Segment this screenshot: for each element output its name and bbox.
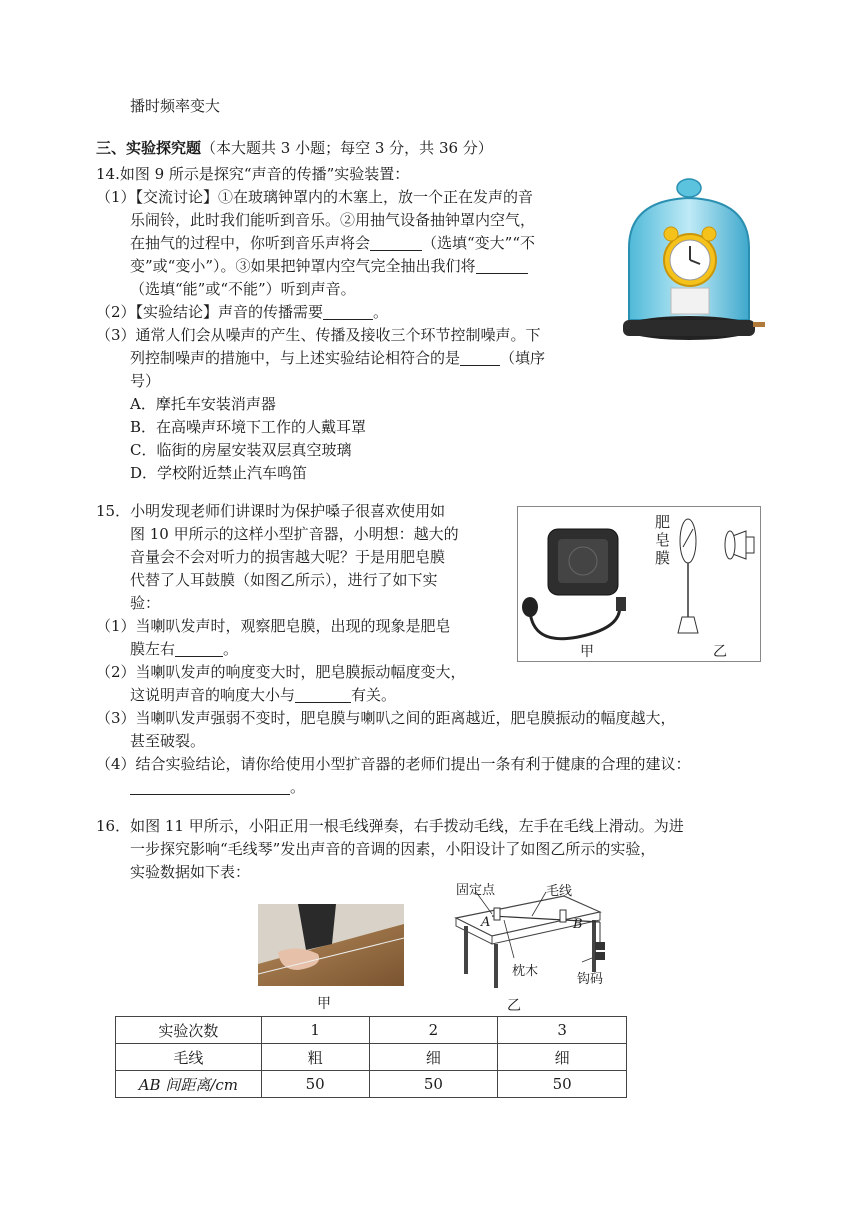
q14-p3-line2 (130, 347, 545, 369)
experiment-data-table (115, 1016, 627, 1098)
fig11-caption-yi: 乙 (507, 998, 521, 1014)
q15-p4-line2 (130, 776, 305, 798)
previous-answer-text: 播时频率变大 (130, 97, 221, 115)
option-d: D．学校附近禁止汽车鸣笛 (130, 464, 308, 482)
q14-p3-line1: （3）通常人们会从噪声的产生、传播及接收三个环节控制噪声。下 (96, 326, 541, 344)
q14-p1-line2: 乐闹铃，此时我们能听到音乐。②用抽气设备抽钟罩内空气， (130, 211, 536, 229)
answer-blank-14-2[interactable] (476, 257, 528, 274)
hook-weight-icon (595, 942, 605, 950)
section-heading (96, 137, 493, 159)
answer-blank-14-4[interactable] (460, 349, 500, 366)
q14-intro: 14.如图 9 所示是探究“声音的传播”实验装置： (96, 165, 410, 183)
q15-p2-line1: （2）当喇叭发声的响度变大时，肥皂膜振动幅度变大， (96, 663, 466, 681)
pillow-block-a (494, 908, 500, 920)
section-title: 三、实验探究题 (96, 139, 202, 157)
q14-p1-line1: （1）【交流讨论】①在玻璃钟罩内的木塞上，放一个正在发声的音 (96, 188, 534, 206)
q15-p2-line2-b: 有关。 (351, 686, 397, 704)
table-cell: 细 (369, 1044, 498, 1071)
q16-line1: 16．如图 11 甲所示，小阳正用一根毛线弹奏，右手拨动毛线，左手在毛线上滑动。为进 (96, 817, 684, 835)
table-cell: 50 (261, 1071, 369, 1098)
q14-p3-line2-b: （填序 (500, 349, 546, 367)
q15-p1-line1: （1）当喇叭发声时，观察肥皂膜，出现的现象是肥皂 (96, 617, 451, 635)
table-row (116, 1017, 627, 1044)
label-b: B (573, 917, 583, 932)
soap-film-icon (680, 519, 696, 563)
q14-p2 (96, 301, 388, 323)
table-cell: 50 (498, 1071, 627, 1098)
label-a: A (481, 915, 491, 930)
option-b: B．在高噪声环境下工作的人戴耳罩 (130, 418, 367, 436)
answer-blank-15-1[interactable] (175, 640, 223, 657)
table-cell: 3 (498, 1017, 627, 1044)
q14-p1-line5: （选填“能”或“不能”）听到声音。 (130, 280, 356, 298)
q15-p3-line2: 甚至破裂。 (130, 732, 206, 750)
microphone-icon (522, 597, 538, 617)
q14-p1-line4 (130, 255, 528, 277)
table-cell: 毛线 (116, 1044, 262, 1071)
q14-p2-a: （2）【实验结论】声音的传播需要 (96, 303, 324, 321)
q15-p1-line2-a: 膜左右 (130, 640, 176, 658)
q14-p1-line3-a: 在抽气的过程中，你听到音乐声将会 (130, 234, 371, 252)
bell-jar-figure (615, 168, 767, 354)
q15-line3: 音量会不会对听力的损害越大呢？于是用肥皂膜 (130, 548, 446, 566)
q15-p4-line2-b: 。 (290, 778, 306, 796)
fig10-caption-jia: 甲 (580, 644, 594, 660)
table-cell: 细 (498, 1044, 627, 1071)
q14-p1-line3 (130, 232, 535, 254)
q15-p1-line2 (130, 638, 238, 660)
yarn-playing-photo (258, 904, 404, 986)
headset-wire (530, 599, 620, 639)
label-pillow: 枕木 (512, 964, 539, 979)
q15-line5: 验： (130, 594, 161, 612)
q14-p3-line3: 号） (130, 372, 161, 390)
q15-line4: 代替了人耳鼓膜（如图乙所示），进行了如下实 (130, 571, 438, 589)
table-row (116, 1044, 627, 1071)
q15-p2-line2 (130, 684, 396, 706)
table-cell: AB 间距离/cm (116, 1071, 262, 1098)
answer-blank-15-3[interactable] (130, 778, 290, 795)
q14-p2-b: 。 (373, 303, 389, 321)
label-weight: 钩码 (577, 972, 604, 987)
q15-p4-line1: （4）结合实验结论，请你给使用小型扩音器的老师们提出一条有利于健康的合理的建议： (96, 755, 691, 773)
table-cell: 实验次数 (116, 1017, 262, 1044)
fig11-caption-jia: 甲 (317, 996, 331, 1012)
q15-line2: 图 10 甲所示的这样小型扩音器，小明想：越大的 (130, 525, 459, 543)
answer-blank-14-3[interactable] (323, 303, 373, 320)
pillow-block-b (560, 910, 566, 922)
jar-knob (677, 179, 701, 197)
label-yarn: 毛线 (546, 884, 573, 899)
valve-icon (753, 322, 765, 327)
fig10-caption-yi: 乙 (713, 644, 727, 660)
amplifier-grille (558, 539, 608, 583)
q15-p1-line2-b: 。 (223, 640, 239, 658)
q15-p2-line2-a: 这说明声音的响度大小与 (130, 686, 296, 704)
section-note: （本大题共 3 小题；每空 3 分，共 36 分） (201, 139, 493, 157)
soap-film-label: 肥皂膜 (655, 513, 671, 567)
q14-p1-line3-b: （选填“变大”“不 (422, 234, 536, 252)
option-c: C．临街的房屋安装双层真空玻璃 (130, 441, 352, 459)
q14-p3-line2-a: 列控制噪声的措施中，与上述实验结论相符合的是 (130, 349, 461, 367)
speaker-and-soap-figure (518, 507, 758, 659)
table-cell: 2 (369, 1017, 498, 1044)
table-row (116, 1071, 627, 1098)
table-cell: 1 (261, 1017, 369, 1044)
answer-blank-14-1[interactable] (370, 234, 422, 251)
q16-line3: 实验数据如下表： (130, 863, 251, 881)
q16-line2: 一步探究影响“毛线琴”发出声音的音调的因素，小阳设计了如图乙所示的实验， (130, 840, 656, 858)
q15-line1: 15．小明发现老师们讲课时为保护嗓子很喜欢使用如 (96, 502, 446, 520)
q15-p3-line1: （3）当喇叭发声强弱不变时，肥皂膜与喇叭之间的距离越近，肥皂膜振动的幅度越大， (96, 709, 676, 727)
option-a: A．摩托车安装消声器 (130, 395, 276, 413)
answer-blank-15-2[interactable] (295, 686, 351, 703)
q14-p1-line4-a: 变”或“变小”）。③如果把钟罩内空气完全抽出我们将 (130, 257, 476, 275)
table-cell: 粗 (261, 1044, 369, 1071)
table-cell: 50 (369, 1071, 498, 1098)
label-fixed-point: 固定点 (456, 883, 496, 898)
cork-base (671, 288, 709, 314)
